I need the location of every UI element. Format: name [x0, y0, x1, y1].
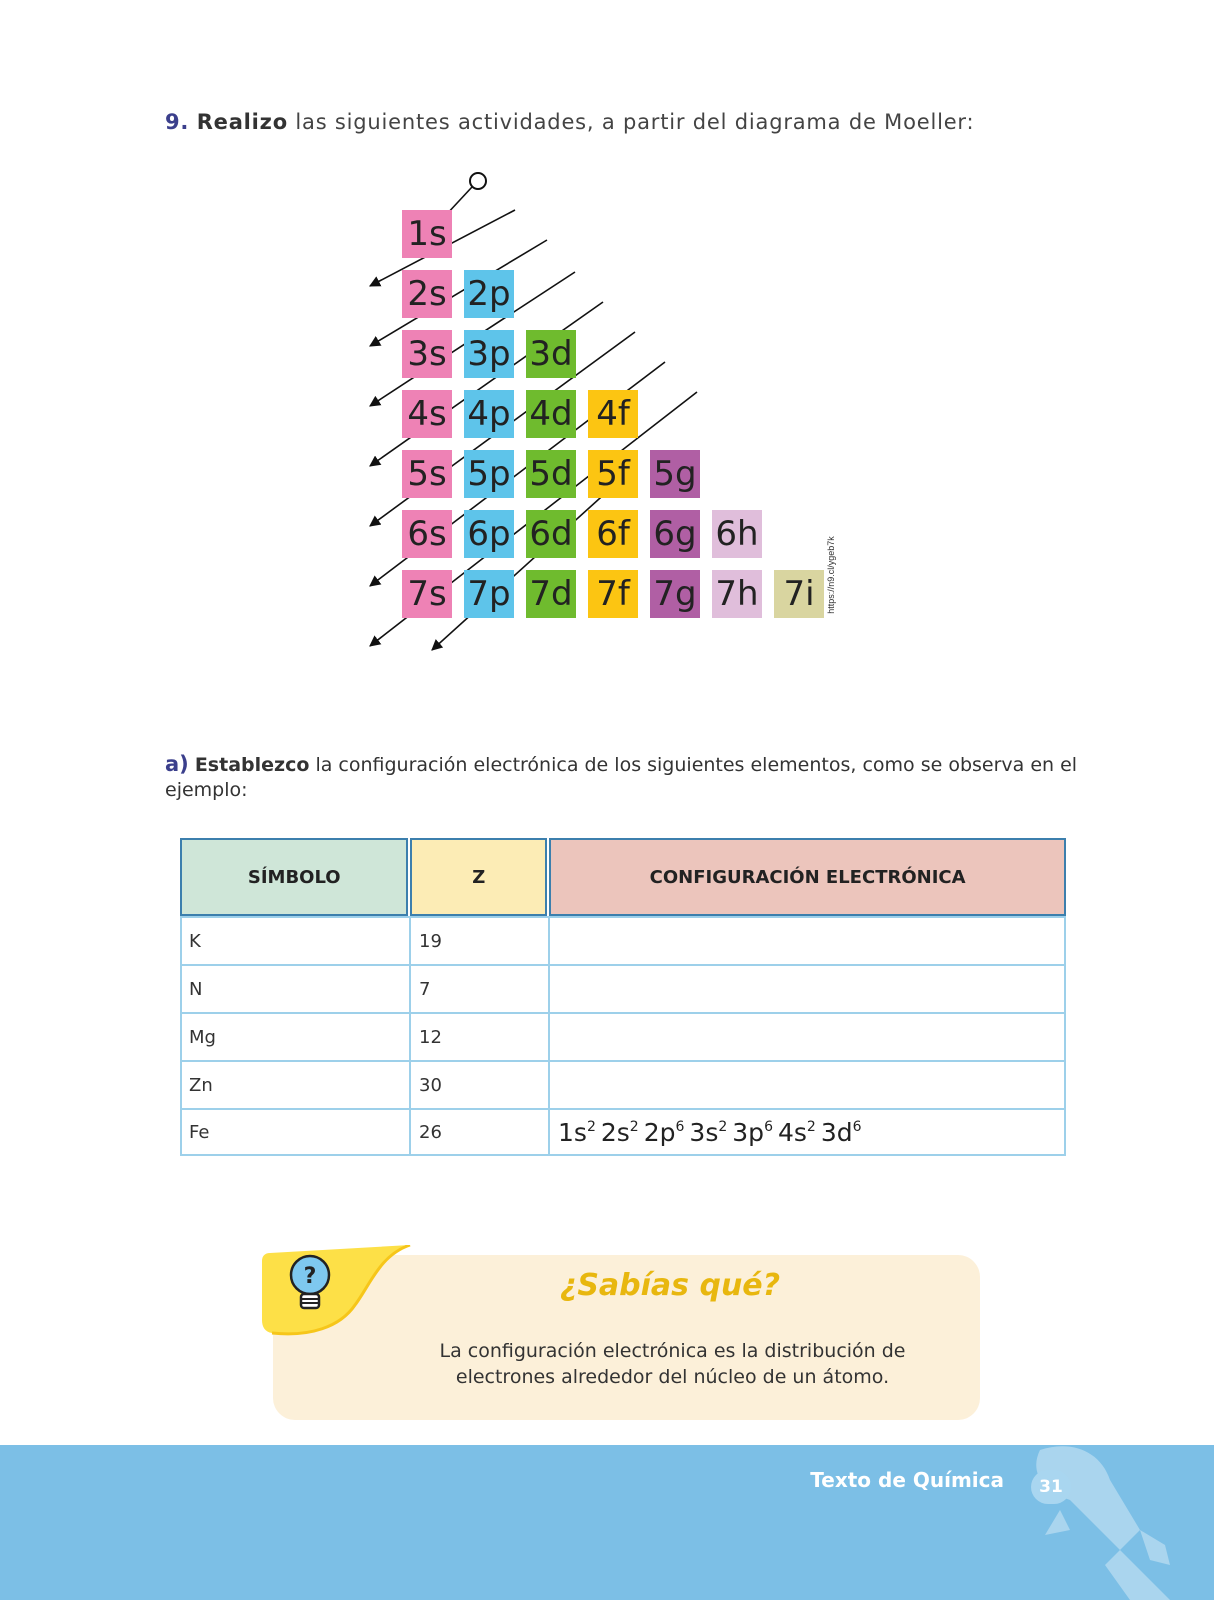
config-term: $1s^2$	[558, 1117, 596, 1147]
configuration-table	[180, 838, 1066, 1156]
orbital-4f: 4f	[588, 390, 638, 438]
instruction-body: la configuración electrónica de los siguientes elementos, como se observa en el ejemplo:	[165, 754, 1078, 801]
orbital-7i: 7i	[774, 570, 824, 618]
cell-symbol: K	[180, 918, 409, 964]
config-term: $2p^6$	[643, 1117, 685, 1147]
table-row	[180, 1108, 1066, 1156]
diagonal-arrow	[432, 480, 620, 650]
config-term: $3d^6$	[820, 1117, 862, 1147]
instruction-letter: a)	[165, 752, 189, 776]
table-row	[180, 1060, 1066, 1108]
did-you-know-tab	[260, 1245, 420, 1340]
cell-z: 7	[409, 966, 548, 1012]
orbital-7g: 7g	[650, 570, 700, 618]
orbital-6p: 6p	[464, 510, 514, 558]
table-row	[180, 964, 1066, 1012]
cell-configuration[interactable]	[548, 1062, 1066, 1108]
question-verb: Realizo	[196, 110, 288, 134]
cell-z: 26	[409, 1110, 548, 1154]
cell-symbol: Mg	[180, 1014, 409, 1060]
question-text: las siguientes actividades, a partir del diagrama de Moeller:	[287, 110, 975, 134]
cell-symbol: N	[180, 966, 409, 1012]
cell-symbol: Fe	[180, 1110, 409, 1154]
cell-z: 19	[409, 918, 548, 964]
did-you-know-text: La configuración electrónica es la distribución de electrones alrededor del núcleo de un átomo.	[439, 1340, 906, 1388]
orbital-6s: 6s	[402, 510, 452, 558]
orbital-7d: 7d	[526, 570, 576, 618]
question-heading	[165, 110, 974, 134]
orbital-5p: 5p	[464, 450, 514, 498]
rocket-icon	[1000, 1440, 1214, 1600]
footer-book-title: Texto de Química	[810, 1468, 1004, 1492]
orbital-4d: 4d	[526, 390, 576, 438]
start-circle	[470, 173, 486, 189]
moeller-diagram	[360, 170, 860, 680]
orbital-3s: 3s	[402, 330, 452, 378]
cell-configuration	[548, 1110, 1066, 1154]
orbital-6g: 6g	[650, 510, 700, 558]
table-body	[180, 916, 1066, 1156]
cell-configuration[interactable]	[548, 1014, 1066, 1060]
orbital-6d: 6d	[526, 510, 576, 558]
cell-z: 12	[409, 1014, 548, 1060]
orbital-4s: 4s	[402, 390, 452, 438]
diagonal-arrow	[370, 240, 547, 346]
instruction-text	[165, 752, 1100, 803]
orbital-5f: 5f	[588, 450, 638, 498]
config-term: $2s^2$	[600, 1117, 639, 1147]
cell-symbol: Zn	[180, 1062, 409, 1108]
orbital-1s: 1s	[402, 210, 452, 258]
config-term: $3p^6$	[732, 1117, 773, 1147]
instruction-verb: Establezco	[194, 754, 310, 776]
orbital-3d: 3d	[526, 330, 576, 378]
header-configuration: CONFIGURACIÓN ELECTRÓNICA	[549, 838, 1066, 916]
orbital-7p: 7p	[464, 570, 514, 618]
header-z: Z	[410, 838, 547, 916]
orbital-6f: 6f	[588, 510, 638, 558]
orbital-2s: 2s	[402, 270, 452, 318]
did-you-know-title: ¿Sabías qué?	[559, 1268, 781, 1303]
orbital-4p: 4p	[464, 390, 514, 438]
orbital-3p: 3p	[464, 330, 514, 378]
config-term: $3s^2$	[689, 1117, 728, 1147]
cell-z: 30	[409, 1062, 548, 1108]
svg-text:?: ?	[303, 1264, 317, 1289]
cell-configuration[interactable]	[548, 966, 1066, 1012]
orbital-7h: 7h	[712, 570, 762, 618]
orbital-5g: 5g	[650, 450, 700, 498]
table-row	[180, 1012, 1066, 1060]
orbital-7s: 7s	[402, 570, 452, 618]
table-header	[180, 838, 1066, 916]
orbital-5s: 5s	[402, 450, 452, 498]
table-row	[180, 916, 1066, 964]
cell-configuration[interactable]	[548, 918, 1066, 964]
question-number: 9.	[165, 110, 190, 134]
orbital-5d: 5d	[526, 450, 576, 498]
header-symbol: SÍMBOLO	[180, 838, 408, 916]
orbital-6h: 6h	[712, 510, 762, 558]
orbital-2p: 2p	[464, 270, 514, 318]
source-url: https://n9.cl/ygeb7k	[826, 536, 836, 614]
orbital-7f: 7f	[588, 570, 638, 618]
page-number: 31	[1031, 1470, 1071, 1504]
config-term: $4s^2$	[777, 1117, 816, 1147]
